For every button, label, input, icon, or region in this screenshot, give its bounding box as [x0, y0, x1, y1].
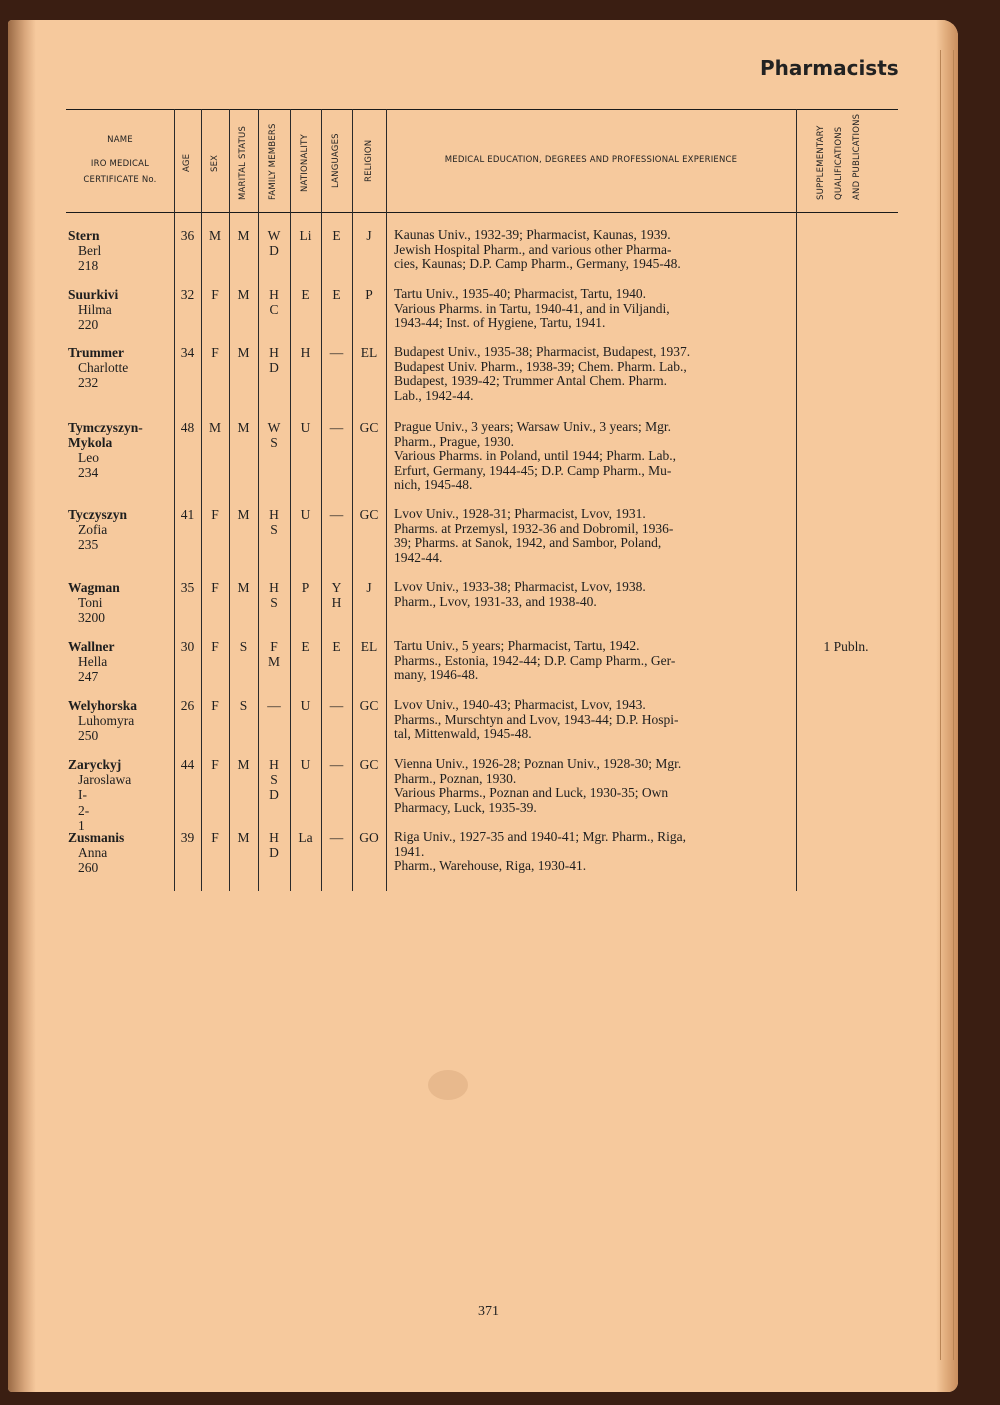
page-number: 371 [478, 1304, 499, 1319]
cell-age: 30 [180, 639, 195, 654]
education-line: Lab., 1942-44. [394, 387, 474, 403]
cell-languages: E [332, 228, 341, 243]
cell-sex: F [211, 757, 219, 772]
cell-marital: S [239, 639, 248, 654]
education-line: Lvov Univ., 1933-38; Pharmacist, Lvov, 1938. [394, 579, 646, 594]
cell-marital: M [237, 757, 250, 772]
cell-age: 41 [180, 507, 195, 522]
cell-religion: GC [359, 757, 379, 772]
cell-religion: J [366, 228, 372, 243]
cell-family: H [269, 507, 279, 522]
cell-marital: M [237, 507, 250, 522]
education-line: Pharm., Warehouse, Riga, 1930-41. [394, 858, 587, 873]
cell-nationality: E [301, 639, 310, 654]
cell-age: 34 [180, 345, 195, 360]
person-surname: Trummer [68, 345, 124, 360]
person-given-name: Luhomyra [78, 713, 135, 728]
header-sex: SEX [210, 154, 220, 172]
header-languages: LANGUAGES [331, 133, 341, 188]
cell-marital: M [237, 228, 250, 243]
cell-family: — [267, 698, 281, 713]
cell-sex: F [211, 580, 219, 595]
person-given-name: Mykola [68, 435, 113, 450]
section-title: Pharmacists [760, 56, 899, 80]
education-line: nich, 1945-48. [394, 477, 473, 492]
education-line: Pharm., Poznan, 1930. [394, 770, 517, 786]
certificate-number: 218 [78, 258, 99, 273]
header-education: MEDICAL EDUCATION, DEGREES AND PROFESSIONAL EXPERIENCE [444, 155, 738, 165]
cell-age: 39 [180, 830, 195, 845]
cell-languages: E [332, 639, 341, 654]
header-name [66, 132, 174, 188]
cell-family: M [267, 654, 280, 669]
column-divider [174, 109, 175, 891]
cell-marital: M [237, 287, 250, 302]
education-line: Lvov Univ., 1940-43; Pharmacist, Lvov, 1943. [394, 697, 646, 712]
cell-family: H [269, 580, 279, 595]
cell-religion: EL [360, 345, 378, 360]
certificate-number: 235 [78, 537, 99, 552]
cell-sex: F [211, 507, 219, 522]
header-age: AGE [182, 153, 192, 172]
certificate-number: 220 [78, 317, 99, 332]
cell-family: D [269, 243, 279, 258]
education-line: Kaunas Univ., 1932-39; Pharmacist, Kaunas, 1939. [394, 227, 671, 242]
cell-languages: — [329, 757, 344, 772]
cell-nationality: U [300, 420, 311, 435]
person-given-name: Toni [78, 595, 103, 610]
header-name-line: CERTIFICATE No. [83, 175, 157, 185]
person-surname: Wallner [68, 639, 115, 654]
certificate-number: 260 [78, 860, 99, 875]
header-supplementary: SUPPLEMENTARY [816, 125, 826, 200]
header-nationality: NATIONALITY [300, 134, 310, 192]
education-line: Vienna Univ., 1926-28; Poznan Univ., 1928-30; Mgr. [394, 756, 682, 771]
cell-nationality: Li [299, 228, 312, 243]
cell-age: 44 [180, 757, 195, 772]
education-line: cies, Kaunas; D.P. Camp Pharm., Germany, 1945-48. [394, 256, 681, 271]
header-name-line: NAME [107, 135, 133, 145]
cell-sex: F [211, 639, 219, 654]
education-line: Tartu Univ., 5 years; Pharmacist, Tartu, 1942. [394, 638, 640, 653]
education-line: Budapest Univ., 1935-38; Pharmacist, Budapest, 1937. [394, 344, 691, 359]
education-line: Various Pharms. in Tartu, 1940-41, and in Viljandi, [394, 300, 670, 316]
education-line: Pharms., Estonia, 1942-44; D.P. Camp Pharm., Ger- [394, 652, 676, 668]
cell-marital: M [237, 580, 250, 595]
certificate-number: I-2-1 [78, 787, 90, 833]
cell-family: S [270, 772, 278, 787]
education-line: Pharms., Murschtyn and Lvov, 1943-44; D.P. Hospi- [394, 711, 679, 727]
certificate-number: 247 [78, 669, 99, 684]
education-line: Pharm., Lvov, 1931-33, and 1938-40. [394, 593, 597, 609]
person-given-name: Berl [78, 243, 102, 258]
cell-religion: P [365, 287, 373, 302]
cell-religion: GC [359, 507, 379, 522]
cell-sex: F [211, 287, 219, 302]
column-divider [386, 109, 387, 891]
cell-languages: E [332, 287, 341, 302]
cell-family: S [270, 595, 278, 610]
cell-nationality: U [300, 507, 311, 522]
column-divider [201, 109, 202, 891]
cell-marital: M [237, 830, 250, 845]
cell-family: D [269, 787, 279, 802]
person-surname: Zusmanis [68, 830, 125, 845]
header-religion: RELIGION [364, 139, 374, 182]
header-family-members: FAMILY MEMBERS [268, 123, 278, 200]
cell-religion: GC [359, 420, 379, 435]
cell-marital: S [239, 698, 248, 713]
cell-sex: F [211, 830, 219, 845]
column-divider [321, 109, 322, 891]
cell-nationality: P [301, 580, 310, 595]
header-marital-status: MARITAL STATUS [238, 125, 248, 200]
education-line: 39; Pharms. at Sanok, 1942, and Sambor, Poland, [394, 535, 662, 550]
cell-sex: M [208, 228, 221, 243]
cell-family: F [270, 639, 278, 654]
cell-sex: F [211, 345, 219, 360]
cell-languages: H [331, 595, 342, 610]
education-line: Budapest, 1939-42; Trummer Antal Chem. Pharm. [394, 373, 667, 388]
cell-family: S [270, 522, 278, 537]
cell-languages: — [329, 507, 344, 522]
cell-languages: Y [331, 580, 342, 595]
education-line: Budapest Univ. Pharm., 1938-39; Chem. Pharm. Lab., [394, 358, 687, 374]
column-divider [290, 109, 291, 891]
education-line: Pharm., Prague, 1930. [394, 433, 514, 449]
cell-family: S [270, 435, 278, 450]
person-given-name: Zofia [78, 522, 108, 537]
cell-sex: F [211, 698, 219, 713]
education-line: Pharms. at Przemysl, 1932-36 and Dobromil, 1936- [394, 520, 674, 536]
person-surname: Tymczyszyn- [68, 420, 143, 435]
header-supplementary: AND PUBLICATIONS [852, 113, 862, 200]
education-line: Various Pharms., Poznan and Luck, 1930-35; Own [394, 785, 669, 800]
cell-religion: GO [359, 830, 379, 845]
cell-nationality: U [300, 698, 311, 713]
cell-languages: — [329, 830, 344, 845]
cell-languages: — [329, 345, 344, 360]
cell-family: H [269, 757, 279, 772]
cell-nationality: E [301, 287, 310, 302]
page-edge-lines [940, 50, 954, 1360]
person-given-name: Hella [78, 654, 108, 669]
cell-age: 36 [180, 228, 195, 243]
education-line: Erfurt, Germany, 1944-45; D.P. Camp Pharm., Mu- [394, 462, 672, 478]
person-surname: Suurkivi [68, 287, 119, 302]
cell-marital: M [237, 345, 250, 360]
cell-family: H [269, 345, 279, 360]
cell-religion: J [366, 580, 372, 595]
education-line: 1941. [394, 843, 425, 859]
cell-age: 35 [180, 580, 195, 595]
person-given-name: Anna [78, 845, 108, 860]
cell-family: H [269, 830, 279, 845]
cell-nationality: H [300, 345, 311, 360]
education-line: Prague Univ., 3 years; Warsaw Univ., 3 years; Mgr. [394, 419, 671, 434]
cell-nationality: La [298, 830, 313, 845]
page-gutter [8, 20, 36, 1392]
person-surname: Wagman [68, 580, 120, 595]
person-surname: Welyhorska [68, 698, 138, 713]
cell-age: 26 [180, 698, 195, 713]
cell-family: H [269, 287, 279, 302]
cell-languages: — [329, 698, 344, 713]
cell-religion: EL [360, 639, 378, 654]
cell-age: 48 [180, 420, 195, 435]
education-line: Tartu Univ., 1935-40; Pharmacist, Tartu, 1940. [394, 286, 646, 301]
header-name-line: IRO MEDICAL [90, 159, 150, 169]
education-line: 1943-44; Inst. of Hygiene, Tartu, 1941. [394, 315, 606, 330]
education-line: Lvov Univ., 1928-31; Pharmacist, Lvov, 1931. [394, 506, 646, 521]
cell-marital: M [237, 420, 250, 435]
supplementary-note: 1 Publn. [823, 639, 869, 654]
cell-sex: M [208, 420, 221, 435]
education-line: tal, Mittenwald, 1945-48. [394, 726, 532, 741]
person-given-name: Leo [78, 450, 99, 465]
person-given-name: Charlotte [78, 360, 129, 375]
cell-family: C [269, 302, 279, 317]
education-line: 1942-44. [394, 549, 443, 565]
cell-family: D [269, 845, 279, 860]
education-line: Jewish Hospital Pharm., and various other Pharma- [394, 241, 672, 257]
cell-age: 32 [180, 287, 195, 302]
certificate-number: 3200 [78, 610, 105, 625]
education-line: Pharmacy, Luck, 1935-39. [394, 799, 537, 815]
cell-family: W [267, 228, 281, 243]
certificate-number: 250 [78, 728, 99, 743]
person-given-name: Jaroslawa [78, 772, 132, 787]
column-divider [229, 109, 230, 891]
table-top-rule [66, 109, 898, 110]
header-supplementary: QUALIFICATIONS [834, 126, 844, 200]
cell-nationality: U [300, 757, 311, 772]
education-line: many, 1946-48. [394, 667, 479, 682]
person-surname: Stern [68, 228, 100, 243]
certificate-number: 232 [78, 375, 99, 390]
person-surname: Tyczyszyn [68, 507, 127, 522]
education-line: Riga Univ., 1927-35 and 1940-41; Mgr. Pharm., Riga, [394, 829, 686, 844]
column-divider [352, 109, 353, 891]
header-bottom-rule [66, 212, 898, 213]
certificate-number: 234 [78, 465, 99, 480]
cell-family: D [269, 360, 279, 375]
column-divider [796, 109, 797, 891]
person-given-name: Hilma [78, 302, 112, 317]
cell-languages: — [329, 420, 344, 435]
cell-religion: GC [359, 698, 379, 713]
person-surname: Zaryckyj [68, 757, 122, 772]
paper-stain [428, 1070, 468, 1100]
education-line: Various Pharms. in Poland, until 1944; Pharm. Lab., [394, 448, 676, 463]
cell-family: W [267, 420, 281, 435]
